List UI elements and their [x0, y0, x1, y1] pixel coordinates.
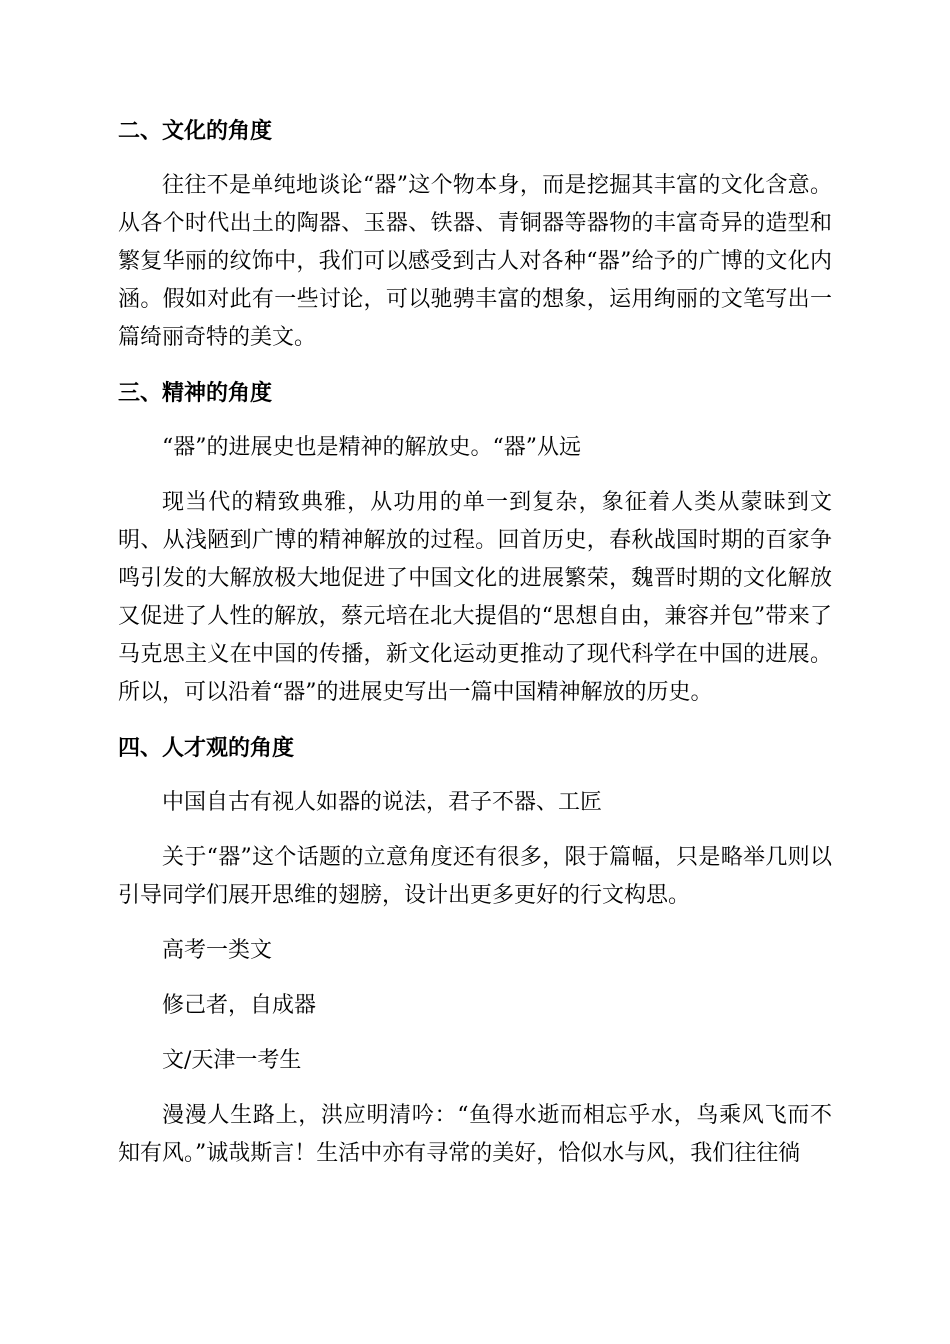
essay-opening-paragraph: 漫漫人生路上，洪应明清吟：“鱼得水逝而相忘乎水，鸟乘风飞而不知有风。”诚哉斯言！生活中亦有寻常的美好，恰似水与风，我们往往徜 [118, 1103, 832, 1166]
paragraph-summary: 关于“器”这个话题的立意角度还有很多，限于篇幅，只是略举几则以引导同学们展开思维的翅膀，设计出更多更好的行文构思。 [118, 845, 832, 908]
section-heading-talent: 四、人才观的角度 [118, 735, 295, 761]
section-heading-spirit: 三、精神的角度 [118, 380, 273, 406]
essay-title: 修己者，自成器 [162, 993, 317, 1018]
paragraph-spirit-body: 现当代的精致典雅，从功用的单一到复杂，象征着人类从蒙昧到文明、从浅陋到广博的精神解放的过程。回首历史，春秋战国时期的百家争鸣引发的大解放极大地促进了中国文化的进展繁荣，魏晋时期的文化解放又促进了人性的解放，蔡元培在北大提倡的“思想自由，兼容并包”带来了马克思主义在中国的传播，新文化运动更推动了现代科学在中国的进展。所以，可以沿着“器”的进展史写出一篇中国精神解放的历史。 [118, 490, 832, 705]
paragraph-spirit-intro: “器”的进展史也是精神的解放史。“器”从远 [162, 435, 581, 460]
essay-author: 文/天津一考生 [162, 1048, 302, 1073]
paragraph-culture: 往往不是单纯地谈论“器”这个物本身，而是挖掘其丰富的文化含意。从各个时代出土的陶器、玉器、铁器、青铜器等器物的丰富奇异的造型和繁复华丽的纹饰中，我们可以感受到古人对各种“器”给予的广博的文化内涵。假如对此有一些讨论，可以驰骋丰富的想象，运用绚丽的文笔写出一篇绮丽奇特的美文。 [118, 173, 832, 350]
essay-category: 高考一类文 [162, 938, 273, 963]
paragraph-talent: 中国自古有视人如器的说法，君子不器、工匠 [162, 790, 603, 815]
section-heading-culture: 二、文化的角度 [118, 118, 273, 144]
